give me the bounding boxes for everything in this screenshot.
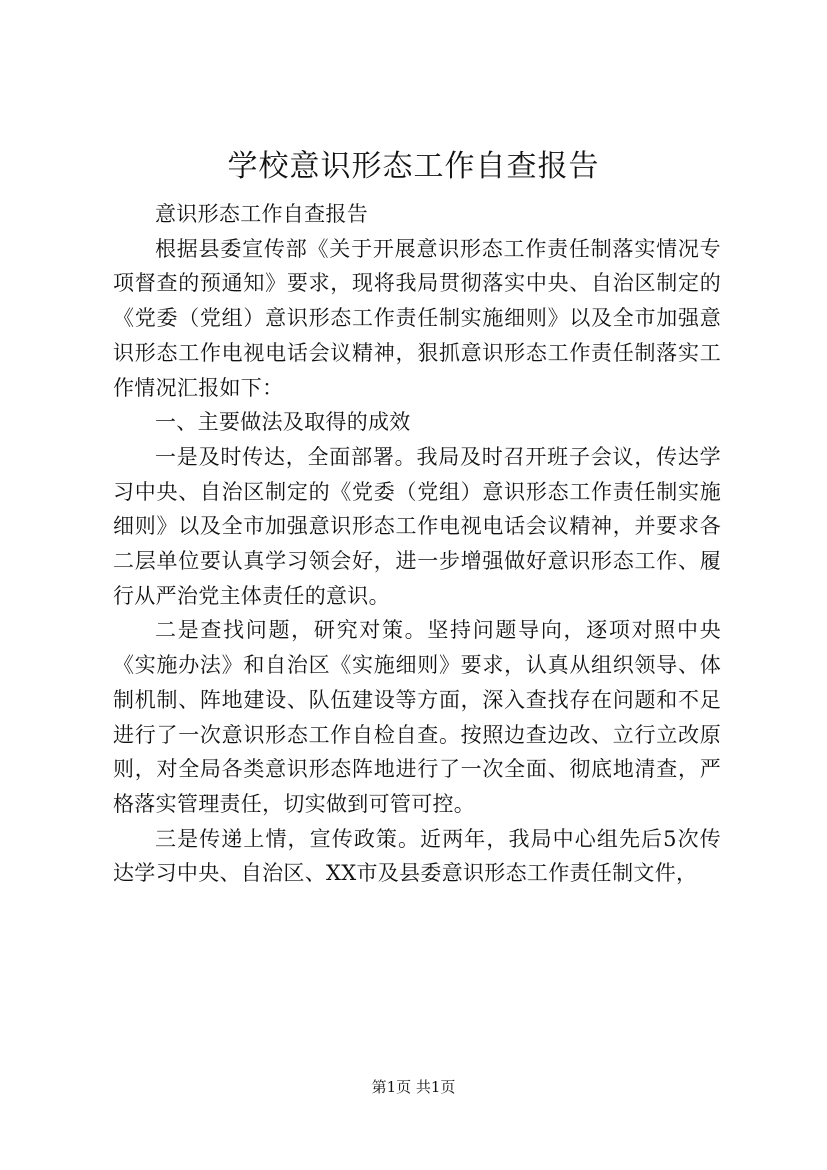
page-footer: 第1页 共1页 (371, 1078, 456, 1096)
paragraph-point-three: 三是传递上情，宣传政策。近两年，我局中心组先后5次传达学习中央、自治区、XX市及县委意识形态工作责任制文件， (113, 826, 721, 886)
paragraph-point-one: 一是及时传达，全面部署。我局及时召开班子会议，传达学习中央、自治区制定的《党委（党组）意识形态工作责任制实施细则》以及全市加强意识形态工作电视电话会议精神，并要求各二层单位要认真学习领会好，进一步增强做好意识形态工作、履行从严治党主体责任的意识。 (113, 444, 721, 608)
document-body (113, 197, 721, 891)
paragraph-point-two: 二是查找问题，研究对策。坚持问题导向，逐项对照中央《实施办法》和自治区《实施细则》要求，认真从组织领导、体制机制、阵地建设、队伍建设等方面，深入查找存在问题和不足进行了一次意识形态工作自检自查。按照边查边改、立行立改原则，对全局各类意识形态阵地进行了一次全面、彻底地清查，严格落实管理责任，切实做到可管可控。 (113, 618, 721, 816)
paragraph-intro: 根据县委宣传部《关于开展意识形态工作责任制落实情况专项督查的预通知》要求，现将我局贯彻落实中央、自治区制定的《党委（党组）意识形态工作责任制实施细则》以及全市加强意识形态工作电视电话会议精神，狠抓意识形态工作责任制落实工作情况汇报如下： (113, 236, 721, 400)
paragraph-subtitle: 意识形态工作自查报告 (155, 202, 368, 226)
document-title: 学校意识形态工作自查报告 (227, 149, 600, 184)
paragraph-section-heading: 一、主要做法及取得的成效 (155, 410, 411, 435)
